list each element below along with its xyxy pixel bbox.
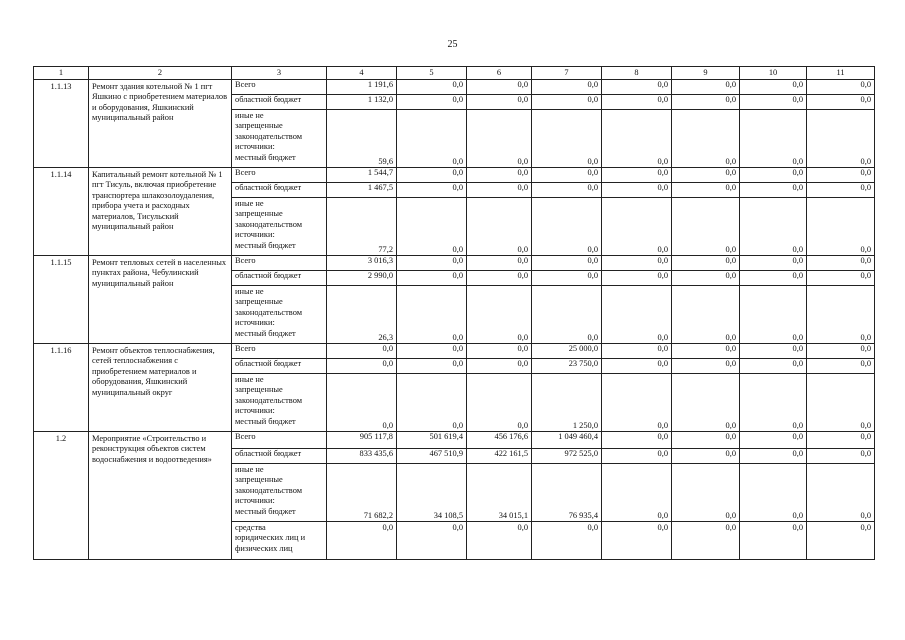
value-cell: 25 000,0 [532, 344, 602, 359]
value-cell: 1 132,0 [327, 95, 397, 110]
value-cell: 0,0 [467, 256, 532, 271]
source-label: Всего [232, 344, 327, 359]
value-cell: 456 176,6 [467, 432, 532, 449]
source-label-line: запрещенные [235, 297, 283, 307]
value-cell: 0,0 [807, 110, 875, 168]
item-description: Ремонт здания котельной № 1 пгт Яшкино с приобретением материалов и оборудования, Яшкинский муниципальный район [89, 80, 232, 168]
column-header: 11 [807, 67, 875, 80]
value-cell: 0,0 [532, 198, 602, 256]
source-label-line: местный бюджет [235, 152, 296, 162]
source-label [232, 464, 327, 522]
value-cell: 0,0 [740, 95, 807, 110]
value-cell: 0,0 [397, 256, 467, 271]
value-cell: 0,0 [602, 432, 672, 449]
value-cell: 0,0 [672, 432, 740, 449]
table-row [34, 344, 875, 359]
value-cell: 0,0 [602, 256, 672, 271]
source-label-line: местный бюджет [235, 328, 296, 338]
value-cell: 0,0 [602, 522, 672, 560]
value-cell: 2 990,0 [327, 271, 397, 286]
value-cell: 0,0 [532, 95, 602, 110]
value-cell: 0,0 [740, 110, 807, 168]
source-label: Всего [232, 432, 327, 449]
value-cell: 0,0 [672, 256, 740, 271]
value-cell: 0,0 [467, 183, 532, 198]
source-label: областной бюджет [232, 95, 327, 110]
value-cell: 0,0 [672, 183, 740, 198]
value-cell: 0,0 [740, 256, 807, 271]
value-cell: 0,0 [602, 359, 672, 374]
source-label-line: запрещенные [235, 121, 283, 131]
value-cell: 905 117,8 [327, 432, 397, 449]
value-cell: 0,0 [740, 286, 807, 344]
item-number: 1.2 [34, 432, 89, 560]
value-cell: 0,0 [397, 95, 467, 110]
value-cell: 0,0 [602, 95, 672, 110]
value-cell: 0,0 [327, 344, 397, 359]
value-cell: 0,0 [397, 374, 467, 432]
column-header: 2 [89, 67, 232, 80]
source-label-line: законодательством [235, 219, 303, 229]
value-cell: 0,0 [807, 374, 875, 432]
value-cell: 0,0 [532, 183, 602, 198]
item-description: Ремонт объектов теплоснабжения, сетей теплоснабжения с приобретением материалов и оборудования, Яшкинский муниципальный округ [89, 344, 232, 432]
column-header: 10 [740, 67, 807, 80]
value-cell: 0,0 [467, 359, 532, 374]
value-cell: 0,0 [672, 271, 740, 286]
source-label-line: источники: [235, 142, 275, 152]
value-cell: 0,0 [397, 110, 467, 168]
table-row [34, 432, 875, 449]
value-cell: 34 015,1 [467, 464, 532, 522]
value-cell: 0,0 [602, 80, 672, 95]
value-cell: 0,0 [467, 110, 532, 168]
source-label-line: местный бюджет [235, 240, 296, 250]
value-cell: 0,0 [807, 286, 875, 344]
value-cell: 1 049 460,4 [532, 432, 602, 449]
value-cell: 0,0 [807, 183, 875, 198]
value-cell: 0,0 [740, 183, 807, 198]
value-cell: 0,0 [532, 522, 602, 560]
value-cell: 1 250,0 [532, 374, 602, 432]
value-cell: 0,0 [602, 464, 672, 522]
value-cell: 3 016,3 [327, 256, 397, 271]
source-label-line: законодательством [235, 307, 303, 317]
source-label [232, 198, 327, 256]
source-label: Всего [232, 256, 327, 271]
value-cell: 0,0 [397, 271, 467, 286]
source-label: областной бюджет [232, 183, 327, 198]
item-number: 1.1.14 [34, 168, 89, 256]
value-cell: 0,0 [327, 359, 397, 374]
source-label-line: источники: [235, 230, 275, 240]
value-cell: 0,0 [467, 522, 532, 560]
value-cell: 0,0 [740, 359, 807, 374]
value-cell: 0,0 [672, 449, 740, 464]
value-cell: 0,0 [807, 95, 875, 110]
table-row [34, 168, 875, 183]
value-cell: 0,0 [467, 271, 532, 286]
source-label-line: источники: [235, 496, 275, 506]
value-cell: 0,0 [602, 198, 672, 256]
page-number: 25 [447, 39, 458, 50]
item-description: Мероприятие «Строительство и реконструкция объектов систем водоснабжения и водоотведения» [89, 432, 232, 560]
value-cell: 0,0 [807, 344, 875, 359]
value-cell: 0,0 [672, 110, 740, 168]
column-header: 6 [467, 67, 532, 80]
table-row [34, 256, 875, 271]
source-label-line: законодательством [235, 395, 303, 405]
source-label-line: юридических лиц и [235, 533, 306, 543]
value-cell: 0,0 [532, 80, 602, 95]
item-number: 1.1.16 [34, 344, 89, 432]
value-cell: 0,0 [807, 198, 875, 256]
source-label-line: средства [235, 523, 266, 532]
value-cell: 0,0 [602, 110, 672, 168]
item-description: Ремонт тепловых сетей в населенных пунктах района, Чебулинский муниципальный район [89, 256, 232, 344]
value-cell: 0,0 [602, 449, 672, 464]
value-cell: 0,0 [397, 168, 467, 183]
value-cell: 0,0 [740, 432, 807, 449]
value-cell: 0,0 [740, 168, 807, 183]
value-cell: 0,0 [672, 80, 740, 95]
value-cell: 0,0 [397, 359, 467, 374]
column-header: 1 [34, 67, 89, 80]
source-label-line: иные не [235, 199, 264, 208]
source-label-line: иные не [235, 287, 264, 296]
value-cell: 0,0 [602, 271, 672, 286]
value-cell: 0,0 [602, 183, 672, 198]
value-cell: 0,0 [532, 271, 602, 286]
table-row [34, 80, 875, 95]
value-cell: 0,0 [807, 271, 875, 286]
value-cell: 0,0 [467, 95, 532, 110]
value-cell: 0,0 [740, 80, 807, 95]
source-label-line: запрещенные [235, 385, 283, 395]
source-label-line: запрещенные [235, 209, 283, 219]
value-cell: 0,0 [672, 374, 740, 432]
value-cell: 0,0 [327, 374, 397, 432]
value-cell: 0,0 [602, 286, 672, 344]
value-cell: 467 510,9 [397, 449, 467, 464]
value-cell: 26,3 [327, 286, 397, 344]
item-description: Капитальный ремонт котельной № 1 пгт Тисуль, включая приобретение транспортера шлакозолоудаления, прибора учета и расходных материалов, Тисульский муниципальный район [89, 168, 232, 256]
value-cell: 0,0 [740, 464, 807, 522]
value-cell: 833 435,6 [327, 449, 397, 464]
value-cell: 0,0 [740, 344, 807, 359]
value-cell: 0,0 [807, 80, 875, 95]
value-cell: 0,0 [467, 344, 532, 359]
column-header: 5 [397, 67, 467, 80]
column-header: 7 [532, 67, 602, 80]
source-label: Всего [232, 80, 327, 95]
source-label-line: физических лиц [235, 543, 293, 553]
source-label [232, 110, 327, 168]
value-cell: 0,0 [740, 522, 807, 560]
item-number: 1.1.13 [34, 80, 89, 168]
value-cell: 0,0 [327, 522, 397, 560]
source-label: областной бюджет [232, 271, 327, 286]
value-cell: 1 544,7 [327, 168, 397, 183]
value-cell: 0,0 [467, 168, 532, 183]
value-cell: 501 619,4 [397, 432, 467, 449]
column-header: 4 [327, 67, 397, 80]
source-label-line: источники: [235, 406, 275, 416]
value-cell: 0,0 [467, 374, 532, 432]
value-cell: 0,0 [532, 168, 602, 183]
value-cell: 23 750,0 [532, 359, 602, 374]
value-cell: 71 682,2 [327, 464, 397, 522]
value-cell: 0,0 [740, 374, 807, 432]
value-cell: 0,0 [807, 449, 875, 464]
value-cell: 422 161,5 [467, 449, 532, 464]
value-cell: 0,0 [807, 522, 875, 560]
column-header: 9 [672, 67, 740, 80]
source-label-line: иные не [235, 111, 264, 120]
column-header: 3 [232, 67, 327, 80]
source-label-line: местный бюджет [235, 416, 296, 426]
source-label [232, 286, 327, 344]
value-cell: 1 467,5 [327, 183, 397, 198]
value-cell: 0,0 [807, 432, 875, 449]
value-cell: 0,0 [467, 80, 532, 95]
source-label-line: законодательством [235, 131, 303, 141]
source-label-line: законодательством [235, 485, 303, 495]
source-label-line: местный бюджет [235, 506, 296, 516]
value-cell: 0,0 [532, 256, 602, 271]
value-cell: 0,0 [467, 286, 532, 344]
source-label: Всего [232, 168, 327, 183]
value-cell: 0,0 [397, 80, 467, 95]
value-cell: 0,0 [672, 522, 740, 560]
value-cell: 0,0 [397, 286, 467, 344]
value-cell: 0,0 [807, 464, 875, 522]
value-cell: 0,0 [602, 344, 672, 359]
value-cell: 76 935,4 [532, 464, 602, 522]
value-cell: 0,0 [672, 286, 740, 344]
value-cell: 0,0 [672, 95, 740, 110]
value-cell: 0,0 [740, 198, 807, 256]
value-cell: 0,0 [397, 183, 467, 198]
value-cell: 59,6 [327, 110, 397, 168]
source-label [232, 374, 327, 432]
value-cell: 77,2 [327, 198, 397, 256]
source-label-line: иные не [235, 465, 264, 474]
value-cell: 0,0 [807, 168, 875, 183]
header-row [34, 67, 875, 80]
source-label-line: иные не [235, 375, 264, 384]
value-cell: 1 191,6 [327, 80, 397, 95]
column-header: 8 [602, 67, 672, 80]
source-label [232, 522, 327, 560]
source-label: областной бюджет [232, 359, 327, 374]
value-cell: 0,0 [807, 359, 875, 374]
item-number: 1.1.15 [34, 256, 89, 344]
value-cell: 0,0 [672, 344, 740, 359]
value-cell: 0,0 [672, 168, 740, 183]
value-cell: 0,0 [602, 168, 672, 183]
value-cell: 0,0 [672, 359, 740, 374]
value-cell: 0,0 [672, 464, 740, 522]
value-cell: 972 525,0 [532, 449, 602, 464]
value-cell: 0,0 [602, 374, 672, 432]
source-label: областной бюджет [232, 449, 327, 464]
source-label-line: запрещенные [235, 475, 283, 485]
source-label-line: источники: [235, 318, 275, 328]
value-cell: 0,0 [467, 198, 532, 256]
value-cell: 0,0 [397, 198, 467, 256]
value-cell: 0,0 [532, 110, 602, 168]
value-cell: 0,0 [740, 449, 807, 464]
budget-table [33, 66, 875, 560]
value-cell: 0,0 [740, 271, 807, 286]
value-cell: 34 108,5 [397, 464, 467, 522]
value-cell: 0,0 [807, 256, 875, 271]
value-cell: 0,0 [397, 522, 467, 560]
value-cell: 0,0 [672, 198, 740, 256]
value-cell: 0,0 [397, 344, 467, 359]
value-cell: 0,0 [532, 286, 602, 344]
